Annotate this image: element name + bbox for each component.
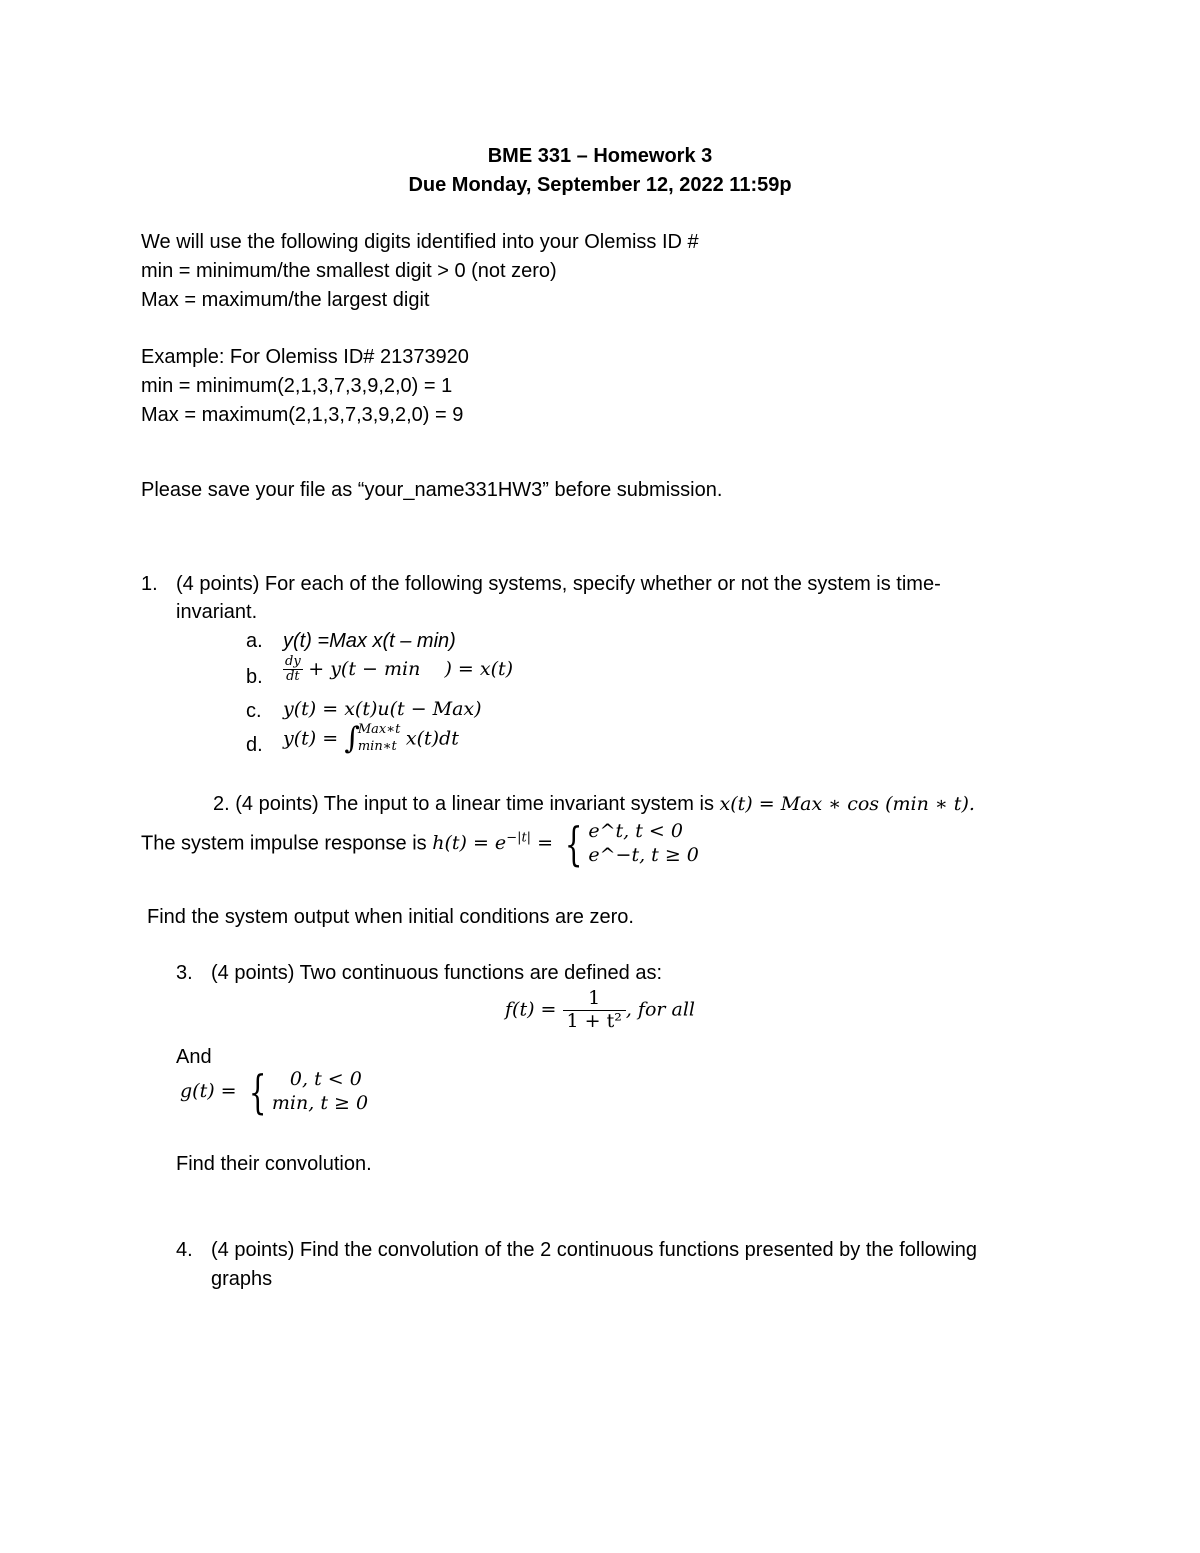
q2-equals: = [531, 832, 560, 855]
q2-impulse-expr [432, 832, 559, 854]
q4-text-line-2: graphs [211, 1268, 273, 1290]
q1d-integrand: x(t)dt [405, 727, 459, 750]
q1d-expr [283, 722, 459, 757]
q2-line-1 [213, 793, 975, 816]
q3-g-expr [180, 1064, 369, 1119]
q3-g-case-2: min, t ≥ 0 [271, 1091, 369, 1114]
q1d-limits [358, 722, 400, 756]
q1c-label: c. [246, 700, 262, 722]
q3-g-lhs: g(t) = [180, 1079, 243, 1102]
q3-number: 3. [176, 962, 193, 984]
q3-find: Find their convolution. [176, 1153, 372, 1175]
q1d-lhs: y(t) = [283, 727, 345, 750]
q2-case-1: e^t, t < 0 [588, 820, 683, 842]
q2-cases [588, 820, 699, 868]
left-brace-icon: { [248, 1064, 267, 1119]
q3-g-case-1: 0, t < 0 [289, 1068, 362, 1090]
q1b-derivative-den: dt [286, 669, 300, 685]
q1d-label: d. [246, 734, 263, 756]
example-line-3: Max = maximum(2,1,3,7,3,9,2,0) = 9 [141, 404, 464, 426]
q3-f-lhs: f(t) = [505, 998, 563, 1021]
q1b-expr [283, 655, 513, 685]
q2-impulse-exp: −|t| [506, 831, 532, 847]
q1b-rest: + y(t − min ) = x(t) [308, 658, 514, 681]
q2-line-1-text: 2. (4 points) The input to a linear time invariant system is [213, 793, 720, 815]
left-brace-icon: { [564, 816, 583, 871]
q3-g-cases [272, 1068, 368, 1116]
q2-input-expr: x(t) = Max ∗ cos (min ∗ t). [719, 793, 975, 815]
q1b-label: b. [246, 666, 263, 688]
q2-case-2: e^−t, t ≥ 0 [588, 843, 699, 866]
q4-number: 4. [176, 1239, 193, 1261]
q2-impulse-base: h(t) = e [432, 832, 507, 855]
q3-f-expr [505, 988, 695, 1033]
example-line-2: min = minimum(2,1,3,7,3,9,2,0) = 1 [141, 375, 453, 397]
due-date: Due Monday, September 12, 2022 11:59p [408, 174, 792, 196]
q1d-upper-limit: Max∗t [357, 722, 401, 738]
q1c-expr: y(t) = x(t)u(t − Max) [283, 698, 482, 720]
page-title: BME 331 – Homework 3 [487, 145, 713, 167]
q1b-derivative [283, 655, 303, 685]
q1-number: 1. [141, 573, 158, 595]
q1d-lower-limit: min∗t [357, 739, 397, 755]
intro-line-2: min = minimum/the smallest digit > 0 (not zero) [141, 260, 557, 282]
q1b-derivative-num: dy [285, 654, 301, 669]
integral-icon: ∫ [344, 721, 360, 756]
q2-line-2 [141, 816, 699, 871]
save-note: Please save your file as “your_name331HW3” before submission. [141, 479, 723, 501]
q4-text-line-1: (4 points) Find the convolution of the 2 continuous functions presented by the following [211, 1239, 978, 1261]
q1-text-line-1: (4 points) For each of the following systems, specify whether or not the system is time- [176, 573, 941, 595]
q2-line-2-text: The system impulse response is [141, 832, 433, 855]
q3-f-num: 1 [563, 988, 626, 1011]
intro-line-3: Max = maximum/the largest digit [141, 289, 430, 311]
q1a-label: a. [246, 630, 263, 652]
q3-f-rest: , for all [625, 998, 695, 1021]
q2-find: Find the system output when initial conditions are zero. [147, 906, 634, 928]
intro-line-1: We will use the following digits identified into your Olemiss ID # [141, 231, 699, 253]
q3-text: (4 points) Two continuous functions are defined as: [211, 962, 663, 984]
q3-and: And [176, 1046, 212, 1068]
q1a-expr: y(t) =Max x(t – min) [283, 630, 456, 652]
q3-f-den: 1 + t² [566, 1009, 622, 1032]
q1-text-line-2: invariant. [176, 601, 258, 623]
q3-f-fraction [563, 988, 626, 1033]
example-line-1: Example: For Olemiss ID# 21373920 [141, 346, 469, 368]
